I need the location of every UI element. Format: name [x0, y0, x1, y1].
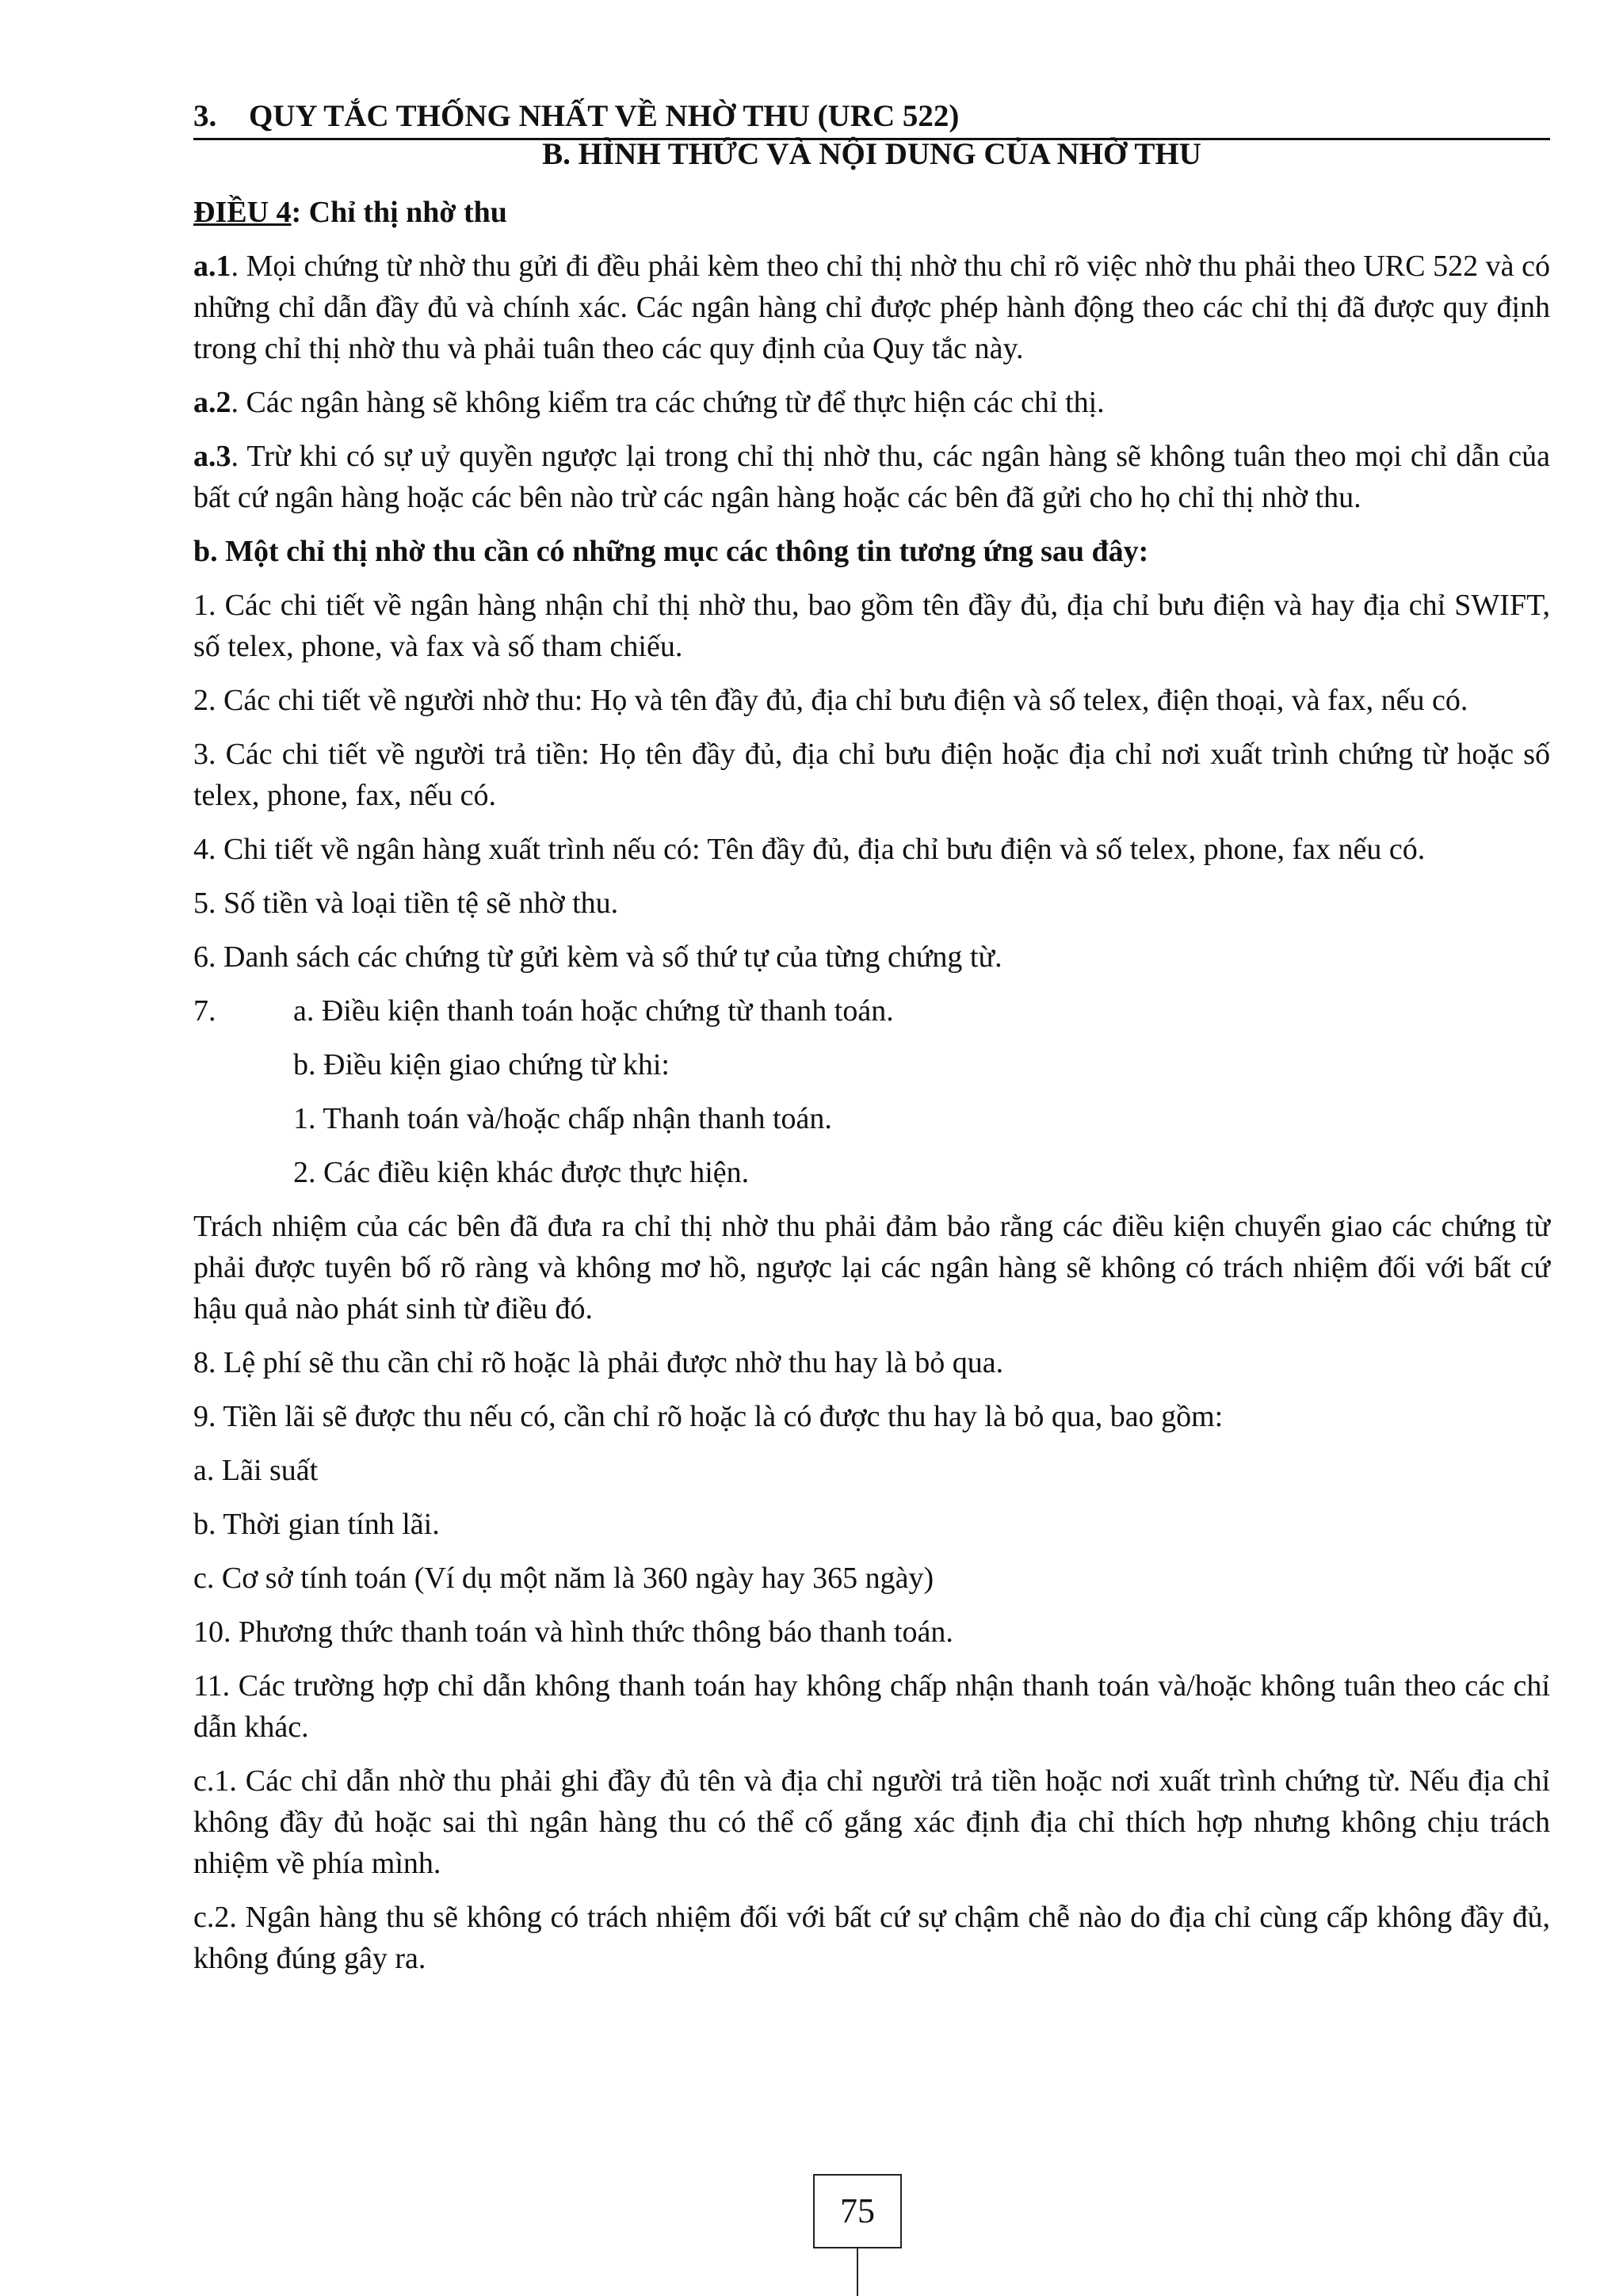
paragraph-a1: [193, 246, 1550, 369]
page-number-line: [857, 2248, 858, 2296]
paragraph-text: . Trừ khi có sự uỷ quyền ngược lại trong chỉ thị nhờ thu, các ngân hàng sẽ không tuân theo mọi chỉ dẫn của bất cứ ngân hàng hoặc các bên nào trừ các ngân hàng hoặc các bên đã gửi cho họ chỉ thị nhờ thu.: [193, 440, 1550, 514]
list-item: 10. Phương thức thanh toán và hình thức thông báo thanh toán.: [193, 1615, 953, 1649]
list-item-7: [193, 990, 1550, 1032]
sub-item: 2. Các điều kiện khác được thực hiện.: [293, 1156, 750, 1189]
paragraph-label: a.2: [193, 386, 231, 419]
list-item: 2. Các chi tiết về người nhờ thu: Họ và tên đầy đủ, địa chỉ bưu điện và số telex, điện thoại, và fax, nếu có.: [193, 684, 1468, 717]
section-number: 3.: [193, 99, 217, 133]
article-heading: [193, 192, 1550, 233]
paragraph-text: . Các ngân hàng sẽ không kiểm tra các chứng từ để thực hiện các chỉ thị.: [231, 386, 1105, 419]
paragraph-label: a.3: [193, 440, 231, 473]
sub-item: c. Cơ sở tính toán (Ví dụ một năm là 360 ngày hay 365 ngày): [193, 1562, 934, 1595]
list-item: 11. Các trường hợp chỉ dẫn không thanh toán hay không chấp nhận thanh toán và/hoặc không tuân theo các chỉ dẫn khác.: [193, 1669, 1550, 1744]
paragraph-a2: [193, 382, 1550, 423]
list-item: 8. Lệ phí sẽ thu cần chỉ rõ hoặc là phải được nhờ thu hay là bỏ qua.: [193, 1346, 1004, 1379]
paragraph-text: . Mọi chứng từ nhờ thu gửi đi đều phải kèm theo chỉ thị nhờ thu chỉ rõ việc nhờ thu phải theo URC 522 và có những chỉ dẫn đầy đủ và chính xác. Các ngân hàng chỉ được phép hành động theo các chỉ thị đã được quy định trong chỉ thị nhờ thu và phải tuân theo các quy định của Quy tắc này.: [193, 250, 1550, 365]
section-title: QUY TẮC THỐNG NHẤT VỀ NHỜ THU (URC 522): [249, 99, 960, 133]
sub-item: b. Thời gian tính lãi.: [193, 1508, 440, 1541]
paragraph-label: a.1: [193, 250, 231, 283]
list-item-number: 7.: [193, 994, 216, 1028]
list-item-text: a. Điều kiện thanh toán hoặc chứng từ thanh toán.: [293, 994, 894, 1028]
list-item: 1. Các chi tiết về ngân hàng nhận chỉ thị nhờ thu, bao gồm tên đầy đủ, địa chỉ bưu điện và hay địa chỉ SWIFT, số telex, phone, và fax và số tham chiếu.: [193, 589, 1550, 663]
list-item: 6. Danh sách các chứng từ gửi kèm và số thứ tự của từng chứng từ.: [193, 940, 1002, 974]
article-title: : Chỉ thị nhờ thu: [291, 196, 507, 229]
sub-item: 1. Thanh toán và/hoặc chấp nhận thanh toán.: [293, 1102, 832, 1135]
section-header: [193, 97, 1550, 140]
list-item: 3. Các chi tiết về người trả tiền: Họ tên đầy đủ, địa chỉ bưu điện hoặc địa chỉ nơi xuất trình chứng từ hoặc số telex, phone, fax, nếu có.: [193, 738, 1550, 812]
list-item: 4. Chi tiết về ngân hàng xuất trình nếu có: Tên đầy đủ, địa chỉ bưu điện và số telex, phone, fax nếu có.: [193, 833, 1426, 866]
paragraph-a3: [193, 436, 1550, 518]
list-item: 9. Tiền lãi sẽ được thu nếu có, cần chỉ rõ hoặc là có được thu hay là bỏ qua, bao gồm:: [193, 1400, 1224, 1433]
sub-item: a. Lãi suất: [193, 1454, 319, 1487]
article-label: ĐIỀU 4: [193, 196, 292, 229]
list-item: 5. Số tiền và loại tiền tệ sẽ nhờ thu.: [193, 887, 619, 920]
paragraph-c2: c.2. Ngân hàng thu sẽ không có trách nhiệm đối với bất cứ sự chậm chễ nào do địa chỉ cùng cấp không đầy đủ, không đúng gây ra.: [193, 1901, 1550, 1975]
paragraph-b-heading: b. Một chỉ thị nhờ thu cần có những mục các thông tin tương ứng sau đây:: [193, 535, 1149, 568]
responsibility-paragraph: Trách nhiệm của các bên đã đưa ra chỉ thị nhờ thu phải đảm bảo rằng các điều kiện chuyển giao các chứng từ phải được tuyên bố rõ ràng và không mơ hồ, ngược lại các ngân hàng sẽ không có trách nhiệm đối với bất cứ hậu quả nào phát sinh từ điều đó.: [193, 1210, 1550, 1325]
sub-item: b. Điều kiện giao chứng từ khi:: [293, 1048, 670, 1081]
document-body: [193, 192, 1550, 1992]
paragraph-c1: c.1. Các chỉ dẫn nhờ thu phải ghi đầy đủ tên và địa chỉ người trả tiền hoặc nơi xuất trình chứng từ. Nếu địa chỉ không đầy đủ hoặc sai thì ngân hàng thu có thể cố gắng xác định địa chỉ thích hợp nhưng không chịu trách nhiệm về phía mình.: [193, 1764, 1550, 1880]
page-number: 75: [813, 2174, 902, 2248]
section-subtitle: B. HÌNH THỨC VÀ NỘI DUNG CỦA NHỜ THU: [542, 137, 1201, 171]
